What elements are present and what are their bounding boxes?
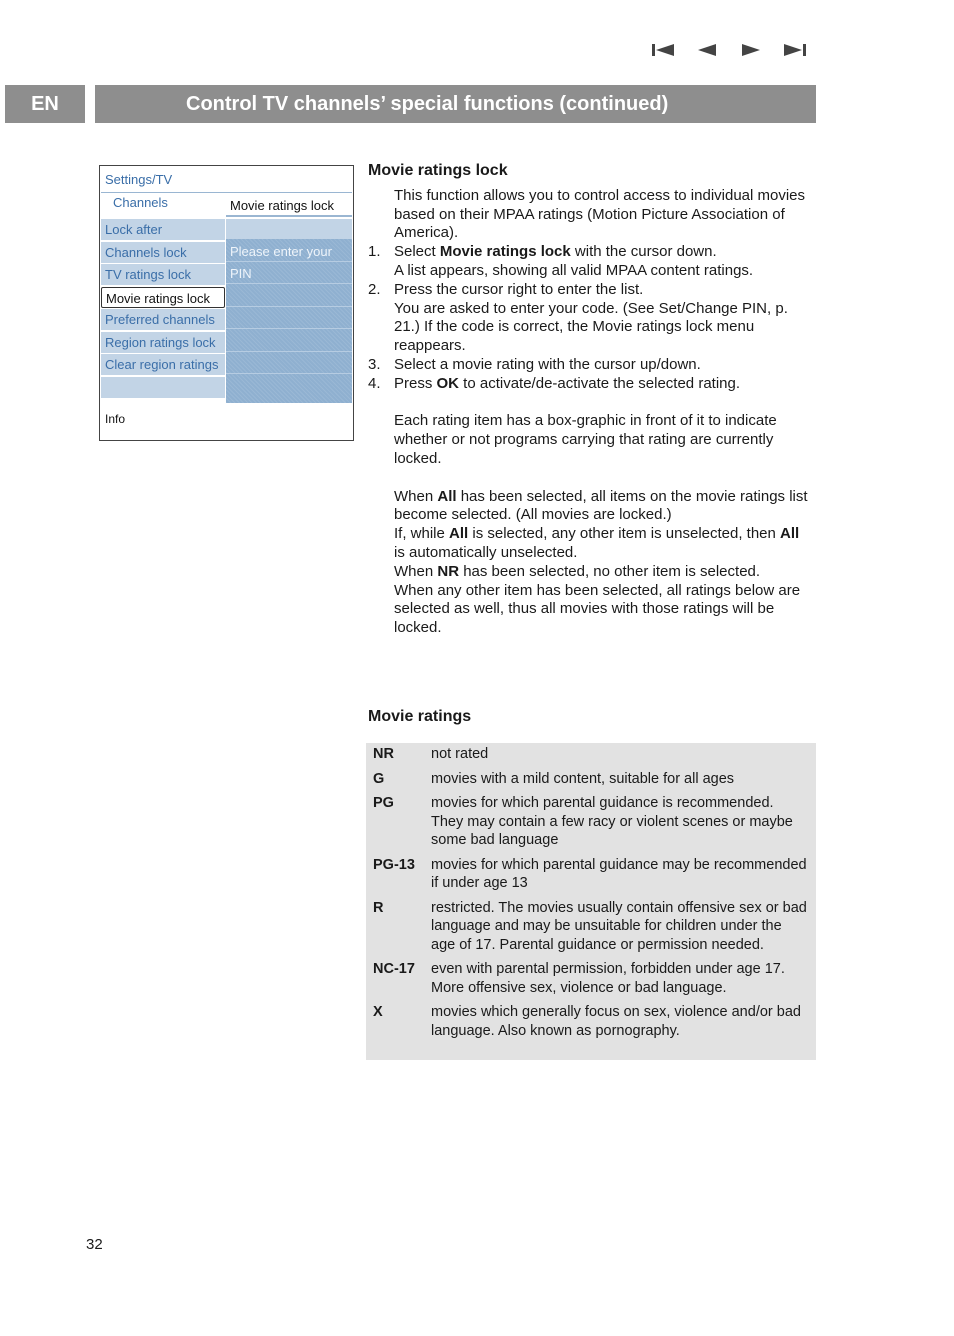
rating-description: movies which generally focus on sex, violence and/or bad language. Also known as pornography. [431, 1004, 801, 1039]
text-fragment: When any other item has been selected, all ratings below are selected as well, thus all movies with those ratings will be locked. [394, 581, 801, 637]
panel-divider [226, 328, 352, 329]
rating-row [373, 1003, 808, 1040]
previous-page-icon[interactable] [692, 40, 722, 60]
menu-item-list [101, 219, 225, 399]
intro-paragraph: This function allows you to control access to individual movies based on their MPAA ratings (Motion Picture Association of America). [394, 186, 806, 242]
step-text-pre: Press the cursor right to enter the list. [394, 280, 644, 298]
pin-prompt-line1: Please enter your [230, 244, 332, 259]
step-4 [368, 375, 814, 394]
step-text-post: with the cursor down. [570, 243, 717, 261]
step-number: 4. [368, 374, 381, 392]
rating-description: restricted. The movies usually contain offensive sex or bad language and may be unsuitable for children under the age of 17. Parental guidance or permission needed. [431, 899, 807, 953]
section-movie-ratings [368, 708, 814, 727]
rating-code: PG-13 [373, 856, 415, 873]
menu-right-panel [226, 239, 352, 403]
rating-code: NR [373, 746, 394, 762]
menu-item-preferred-channels[interactable]: Preferred channels [101, 309, 225, 330]
step-text [394, 243, 814, 281]
section-heading: Movie ratings lock [368, 162, 508, 179]
step-text: Select a movie rating with the cursor up/down. [394, 355, 701, 373]
text-fragment: has been selected, all items on the movie ratings list become selected. (All movies are locked.) [394, 487, 808, 524]
menu-item-channels-lock[interactable]: Channels lock [101, 242, 225, 263]
menu-item-tv-ratings-lock[interactable]: TV ratings lock [101, 264, 225, 285]
next-page-icon[interactable] [736, 40, 766, 60]
step-text [394, 375, 814, 394]
rating-row [373, 856, 808, 893]
page-title [95, 85, 816, 123]
menu-selected-header: Movie ratings lock [230, 198, 335, 213]
rating-code: NC-17 [373, 961, 415, 977]
step-1 [368, 243, 814, 281]
step-3 [368, 356, 814, 375]
menu-item-lock-after[interactable]: Lock after [101, 219, 225, 240]
panel-divider [226, 373, 352, 374]
menu-item-region-ratings-lock[interactable]: Region ratings lock [101, 332, 225, 353]
menu-header-underline [226, 215, 352, 217]
menu-section-title: Channels [113, 195, 168, 210]
rating-code: G [373, 770, 385, 787]
rating-row [373, 745, 808, 764]
step-text-pre: Press [394, 374, 437, 392]
step-text-extra: You are asked to enter your code. (See Set/Change PIN, p. 21.) If the code is correct, the Movie ratings lock menu reappears. [394, 299, 788, 355]
step-2 [368, 281, 814, 356]
rating-code: PG [373, 795, 394, 811]
menu-item-movie-ratings-lock[interactable]: Movie ratings lock [101, 287, 225, 308]
step-number: 3. [368, 355, 381, 373]
rating-row [373, 960, 808, 997]
step-number: 1. [368, 243, 381, 261]
text-fragment: When [394, 487, 438, 505]
first-page-icon[interactable] [648, 40, 678, 60]
section-heading: Movie ratings [368, 708, 472, 725]
pin-prompt-line2: PIN [230, 266, 252, 281]
rating-description: movies for which parental guidance is recommended. They may contain a few racy or violent scenes or maybe some bad language [431, 795, 793, 848]
menu-right-panel-top [226, 219, 352, 239]
step-text-bold: Movie ratings lock [439, 243, 571, 261]
step-text-post: to activate/de-activate the selected rating. [459, 374, 741, 392]
rating-description: even with parental permission, forbidden under age 17. More offensive sex, violence or bad language. [431, 961, 785, 996]
rating-row [373, 899, 808, 955]
menu-item-clear-region-ratings[interactable]: Clear region ratings [101, 354, 225, 375]
page-title-text: Control TV channels’ special functions (continued) [186, 92, 669, 115]
text-bold: All [437, 487, 457, 505]
tv-menu-screenshot [99, 165, 354, 441]
all-paragraph [368, 488, 814, 638]
text-fragment: has been selected, no other item is selected. [459, 562, 761, 580]
text-bold: All [780, 525, 800, 543]
step-text-extra: A list appears, showing all valid MPAA content ratings. [394, 261, 754, 279]
rating-row [373, 794, 808, 850]
section-movie-ratings-lock [368, 162, 814, 638]
step-number: 2. [368, 280, 381, 298]
text-fragment: If, while [394, 525, 450, 543]
text-bold: All [449, 525, 469, 543]
page-navigation [648, 40, 810, 60]
language-badge: EN [5, 85, 85, 123]
panel-divider [226, 351, 352, 352]
box-graphic-paragraph: Each rating item has a box-graphic in front of it to indicate whether or not programs carrying that rating are currently locked. [394, 412, 777, 467]
rating-code: R [373, 899, 384, 916]
panel-divider [226, 306, 352, 307]
ratings-table [366, 743, 816, 1060]
rating-row [373, 770, 808, 789]
menu-item-empty [101, 377, 225, 398]
page-number: 32 [86, 1236, 103, 1253]
rating-description: movies for which parental guidance may be recommended if under age 13 [431, 856, 807, 891]
text-fragment: When [394, 562, 438, 580]
last-page-icon[interactable] [780, 40, 810, 60]
text-fragment: is selected, any other item is unselected, then [468, 525, 781, 543]
step-text-bold: OK [436, 374, 460, 392]
pin-prompt [230, 241, 332, 285]
rating-description: not rated [431, 746, 489, 762]
menu-breadcrumb: Settings/TV [105, 172, 173, 187]
step-text [394, 281, 814, 356]
step-text-pre: Select [394, 243, 440, 261]
rating-description: movies with a mild content, suitable for all ages [431, 770, 735, 787]
menu-info-label: Info [105, 412, 126, 426]
text-fragment: is automatically unselected. [394, 543, 578, 561]
rating-code: X [373, 1004, 383, 1020]
text-bold: NR [437, 562, 460, 580]
menu-divider [101, 192, 352, 193]
